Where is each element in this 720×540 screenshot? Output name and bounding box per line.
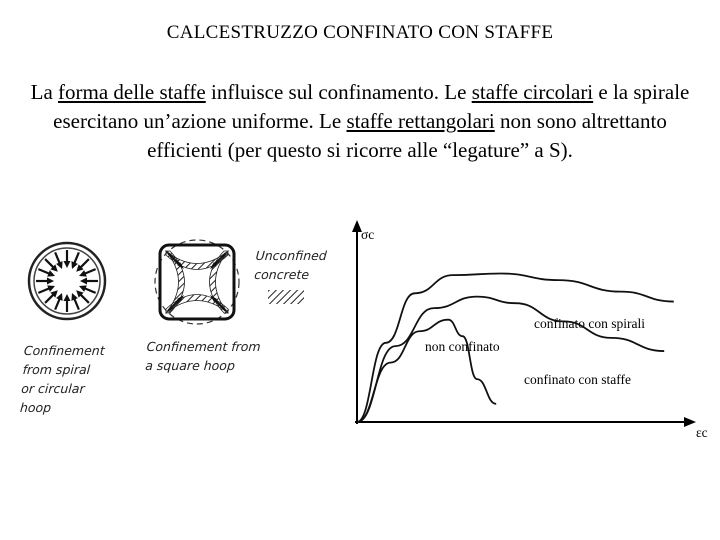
arrow-head bbox=[64, 261, 71, 268]
text-run: influisce sul confinamento. Le bbox=[205, 80, 472, 104]
stress-strain-chart bbox=[352, 220, 708, 440]
square-hoop-section bbox=[155, 240, 239, 324]
series-label: confinato con spirali bbox=[534, 316, 645, 331]
unconfined-hatch-swatch bbox=[268, 290, 304, 304]
circular-hoop-section bbox=[29, 243, 105, 319]
spiral-confinement-label: Confinement from spiral or circular hoop bbox=[19, 343, 106, 415]
underlined-term: forma delle staffe bbox=[58, 80, 206, 104]
series-label: non confinato bbox=[425, 339, 500, 354]
text-run: La bbox=[30, 80, 59, 104]
series-label: confinato con staffe bbox=[524, 372, 631, 387]
text-run: e la spirale esercitano un’azione uniforme. Le bbox=[53, 80, 690, 133]
slide-title: CALCESTRUZZO CONFINATO CON STAFFE bbox=[166, 22, 554, 43]
y-axis-label: σc bbox=[361, 227, 375, 242]
arrow-head bbox=[47, 278, 54, 285]
underlined-term: staffe rettangolari bbox=[346, 109, 495, 133]
series-line bbox=[357, 320, 496, 422]
square-hoop-label: Confinement from a square hoop bbox=[144, 339, 262, 373]
arrow-head bbox=[64, 294, 71, 301]
arrow-head bbox=[80, 278, 87, 285]
x-axis-arrow bbox=[684, 417, 696, 427]
unconfined-concrete-label: Unconfined concrete bbox=[253, 248, 328, 282]
text-run: non sono altrettanto efficienti (per questo si ricorre alle “legature” a S). bbox=[147, 109, 667, 162]
x-axis-label: εc bbox=[696, 425, 708, 440]
underlined-term: staffe circolari bbox=[471, 80, 594, 104]
